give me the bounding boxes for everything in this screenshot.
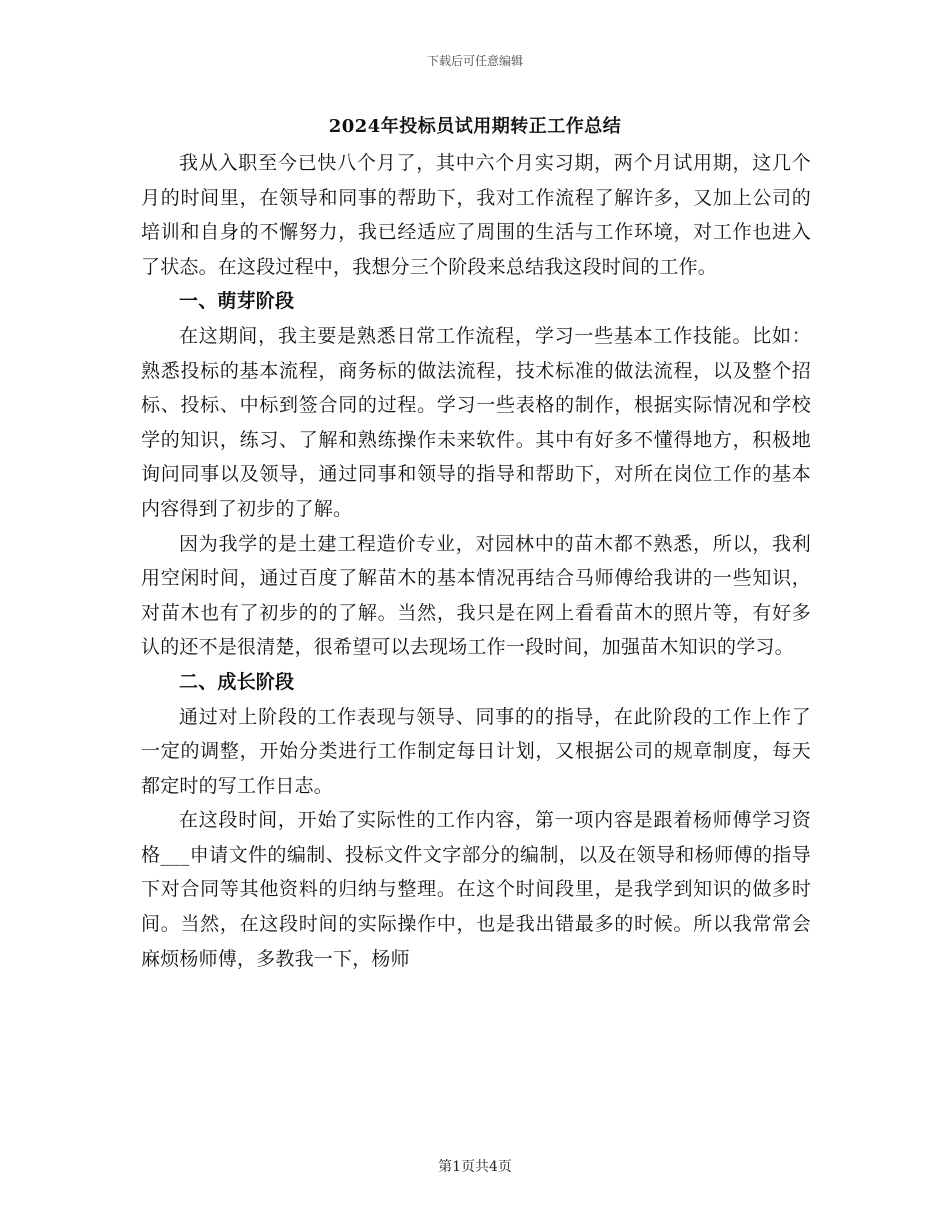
section-heading-sprouting: 一、萌芽阶段 [179,290,295,313]
paragraph: 通过对上阶段的工作表现与领导、同事的的指导，在此阶段的工作上作了一定的调整，开始分类进行工作制定每日计划，又根据公司的规章制度，每天都定时的写工作日志。 [141,705,811,797]
intro-paragraph: 我从入职至今已快八个月了，其中六个月实习期，两个月试用期，这几个月的时间里，在领导和同事的帮助下，我对工作流程了解许多，又加上公司的培训和自身的不懈努力，我已经适应了周围的生活与工作环境，对工作也进入了状态。在这段过程中，我想分三个阶段来总结我这段时间的工作。 [141,152,811,278]
paragraph: 在这期间，我主要是熟悉日常工作流程，学习一些基本工作技能。比如：熟悉投标的基本流程，商务标的做法流程，技术标准的做法流程，以及整个招标、投标、中标到签合同的过程。学习一些表格的制作，根据实际情况和学校学的知识，练习、了解和熟练操作未来软件。其中有好多不懂得地方，积极地询问同事以及领导，通过同事和领导的指导和帮助下，对所在岗位工作的基本内容得到了初步的了解。 [141,324,811,520]
page-number: 第1页共4页 [438,1159,512,1175]
document-title: 2024年投标员试用期转正工作总结 [328,116,622,137]
page-header-note: 下载后可任意编辑 [426,54,523,68]
paragraph: 因为我学的是土建工程造价专业，对园林中的苗木都不熟悉，所以，我利用空闲时间，通过百度了解苗木的基本情况再结合马师傅给我讲的一些知识，对苗木也有了初步的的了解。当然，我只是在网上看看苗木的照片等，有好多认的还不是很清楚，很希望可以去现场工作一段时间，加强苗木知识的学习。 [141,532,811,659]
paragraph: 在这段时间，开始了实际性的工作内容，第一项内容是跟着杨师傅学习资格___申请文件的编制、投标文件文字部分的编制，以及在领导和杨师傅的指导下对合同等其他资料的归纳与整理。在这个时间段里，是我学到知识的做多时间。当然，在这段时间的实际操作中，也是我出错最多的时候。所以我常常会麻烦杨师傅，多教我一下，杨师 [141,809,811,970]
document-body [141,146,811,976]
section-heading-growth: 二、成长阶段 [179,670,295,693]
